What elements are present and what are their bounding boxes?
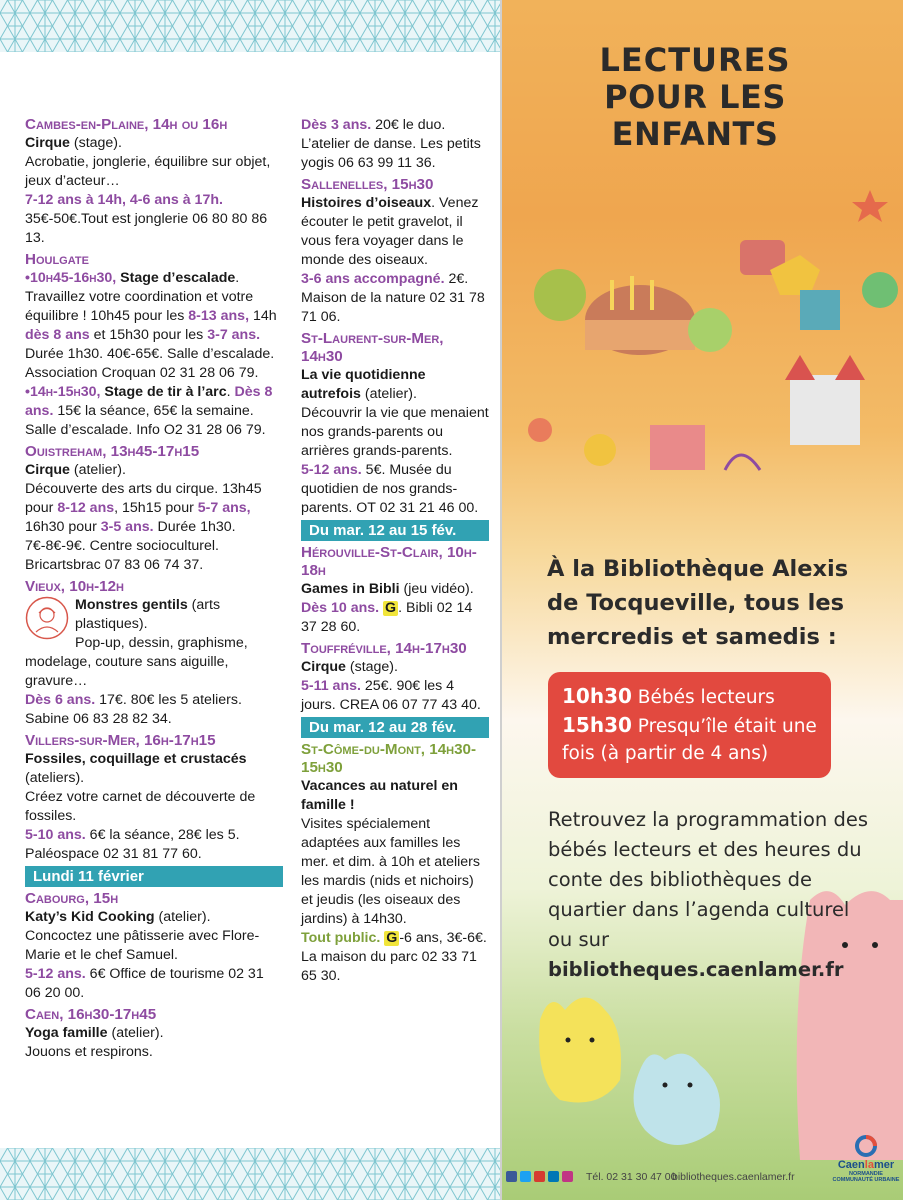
event-heading: Caen, 16h30-17h45 — [25, 1006, 157, 1023]
schedule-box: 10h30 Bébés lecteurs 15h30 Presqu’île était une fois (à partir de 4 ans) — [548, 672, 831, 778]
more-info-text: Retrouvez la programmation des bébés lecteurs et des heures du conte des bibliothèques de quartier dans l’agenda culturel ou sur bibliotheques.caenlamer.fr — [548, 808, 868, 981]
social-media-icons — [506, 1171, 576, 1183]
date-band: Du mar. 12 au 15 fév. — [301, 520, 489, 541]
event-heading: St-Laurent-sur-Mer, 14h30 — [301, 330, 444, 365]
event-body: La vie quotidienne autrefois (atelier). Découvrir la vie que menaient nos grands-parents ou arrières grands-parents. 5-12 ans. 5€. Musée du quotidien de nos grands-parents. OT 02 31 21 46 00. — [301, 367, 489, 516]
footer — [500, 1159, 903, 1200]
event-heading: Hérouville-St-Clair, 10h-18h — [301, 544, 477, 579]
event-body: Games in Bibli (jeu vidéo). Dès 10 ans. G . Bibli 02 14 37 28 60. — [301, 581, 474, 635]
library-intro: À la Bibliothèque Alexis de Tocqueville, tous les mercredis et samedis : — [547, 556, 849, 650]
phone-number: Tél. 02 31 30 47 00 — [586, 1171, 677, 1183]
geometric-pattern-bottom — [0, 1148, 500, 1200]
event-body: •14h-15h30, Stage de tir à l’arc. Dès 8 ans. 15€ la séance, 65€ la semaine. Salle d’escalade. Info O2 31 28 06 79. — [25, 384, 273, 438]
free-g-badge: G — [385, 600, 397, 616]
event-body: •10h45-16h30, Stage d’escalade. Travaillez votre coordination et votre équilibre ! 10h45 pour les 8-13 ans, 14h dès 8 ans et 15h30 pour les 3-7 ans. Durée 1h30. 40€-65€. Salle d’escalade. Association Croquan 02 31 28 06 79. — [25, 270, 277, 381]
date-band: Lundi 11 février — [25, 866, 283, 887]
event-body: Yoga famille (atelier). Jouons et respirons. — [25, 1025, 164, 1060]
event-heading: Touffréville, 14h-17h30 — [301, 640, 467, 657]
event-body: Histoires d’oiseaux. Venez écouter le petit gravelot, il vous fera voyager dans le monde des oiseaux. 3-6 ans accompagné. 2€. Maison de la nature 02 31 78 71 06. — [301, 195, 485, 325]
event-body: Cirque (stage). Acrobatie, jonglerie, équilibre sur objet, jeux d’acteur… 7-12 ans à 14h, 4-6 ans à 17h. 35€-50€.Tout est jonglerie 06 80 80 86 13. — [25, 135, 271, 246]
event-heading: St-Côme-du-Mont, 14h30-15h30 — [301, 741, 477, 776]
event-heading: Cambes-en-Plaine, 14h ou 16h — [25, 116, 228, 133]
event-body: Katy’s Kid Cooking (atelier). Concoctez une pâtisserie avec Flore-Marie et le chef Samuel. 5-12 ans. 6€ Office de tourisme 02 31 06 20 00. — [25, 909, 264, 1001]
date-band: Du mar. 12 au 28 fév. — [301, 717, 489, 738]
event-heading: Houlgate — [25, 251, 89, 268]
event-body: Vacances au naturel en famille ! Visites spécialement adaptées aux familles les mer. et dim. à 10h et ateliers les mardis (nids et nichoirs) et jeudis (les oiseaux des jardins) à 14h30. Tout public. G -6 ans, 3€-6€. La maison du parc 02 33 71 65 30. — [301, 778, 487, 984]
event-heading: Vieux, 10h-12h — [25, 578, 124, 595]
event-body: Dès 3 ans. 20€ le duo. L’atelier de danse. Les petits yogis 06 63 99 11 36. — [301, 117, 481, 171]
caenlamer-logo: Caenlamer NORMANDIE COMMUNAUTÉ URBAINE — [830, 1135, 902, 1183]
library-website-link[interactable]: bibliotheques.caenlamer.fr — [548, 958, 844, 981]
column-left — [25, 116, 283, 1062]
caenlamer-logo-icon — [853, 1135, 879, 1157]
event-body: Fossiles, coquillage et crustacés (ateliers). Créez votre carnet de découverte de fossiles. 5-10 ans. 6€ la séance, 28€ les 5. Paléospace 02 31 81 77 60. — [25, 751, 256, 862]
event-heading: Villers-sur-Mer, 16h-17h15 — [25, 732, 216, 749]
event-body: Cirque (atelier). Découverte des arts du cirque. 13h45 pour 8-12 ans, 15h15 pour 5-7 ans, 16h30 pour 3-5 ans. Durée 1h30. 7€-8€-9€. Centre socioculturel. Bricartsbrac 07 83 06 74 37. — [25, 462, 262, 573]
column-middle — [301, 116, 489, 986]
event-heading: Cabourg, 15h — [25, 890, 119, 907]
event-body: Monstres gentils (arts plastiques). Pop-up, dessin, graphisme, modelage, couture sans aiguille, gravure… Dès 6 ans. 17€. 80€ les 5 ateliers. Sabine 06 83 28 82 34. — [25, 597, 248, 727]
free-g-badge: G — [386, 930, 398, 946]
geometric-pattern-top — [0, 0, 500, 52]
event-body: Cirque (stage). 5-11 ans. 25€. 90€ les 4 jours. CREA 06 07 77 43 40. — [301, 659, 481, 713]
child-avatar-icon — [25, 596, 69, 640]
event-heading: Ouistreham, 13h45-17h15 — [25, 443, 200, 460]
event-heading: Sallenelles, 15h30 — [301, 176, 434, 193]
footer-website-link[interactable]: bibliotheques.caenlamer.fr — [672, 1171, 795, 1183]
panel-title: LECTURES POUR LES ENFANTS — [599, 41, 791, 153]
